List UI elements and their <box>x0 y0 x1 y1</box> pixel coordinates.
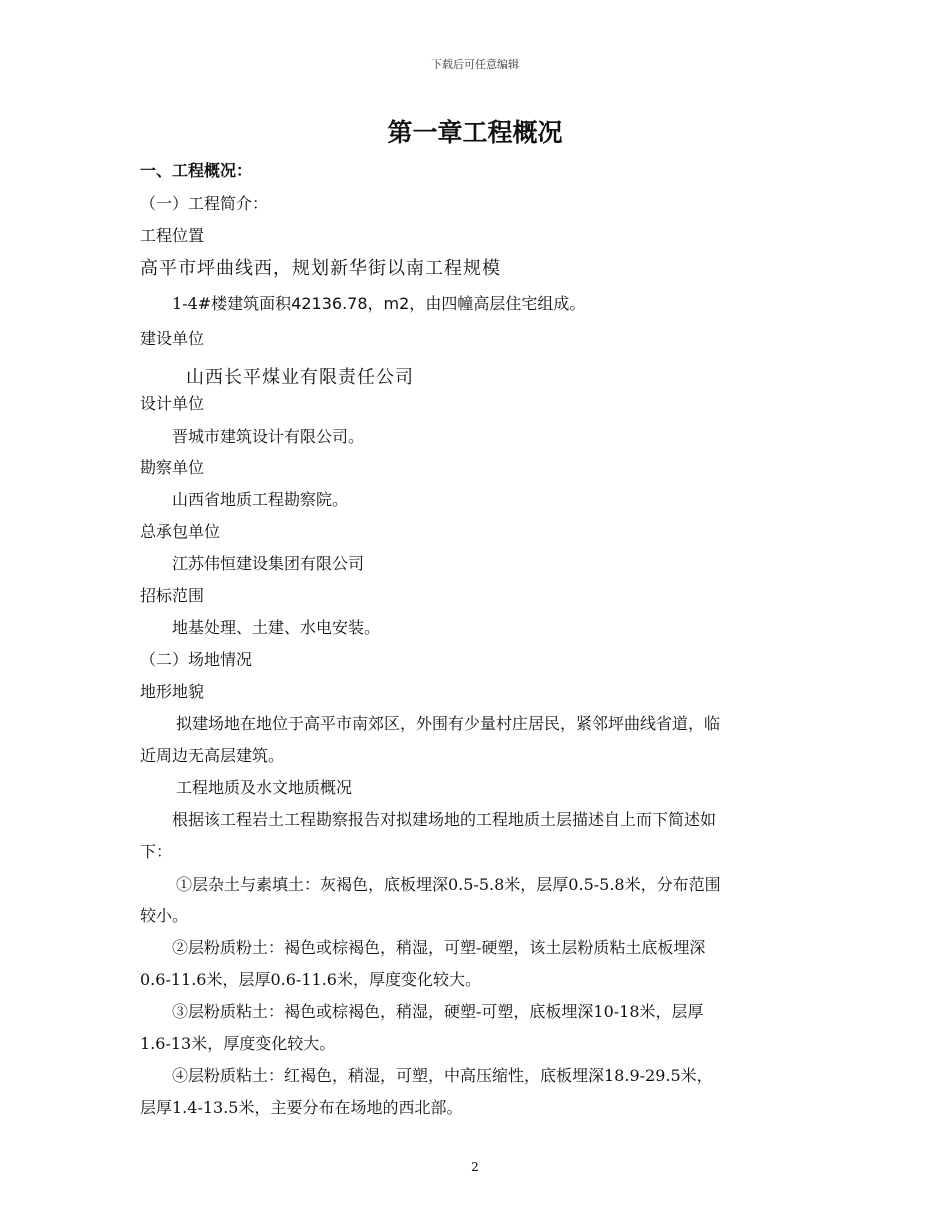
page-number: 2 <box>471 1160 479 1174</box>
page-header: 下载后可任意编辑 <box>431 58 519 71</box>
chapter-title: 第一章工程概况 <box>387 118 563 147</box>
paragraph-line: 较小。 <box>140 906 189 925</box>
paragraph-line: 根据该工程岩土工程勘察报告对拟建场地的工程地质土层描述自上而下简述如 <box>172 810 717 829</box>
text-segment: 1-4#楼建筑面积 <box>172 294 292 313</box>
paragraph-line: 近周边无高层建筑。 <box>140 746 285 765</box>
paragraph-line: ①层杂土与素填土：灰褐色，底板埋深0.5-5.8米，层厚0.5-5.8米，分布范围 <box>176 875 721 894</box>
item-value: 晋城市建筑设计有限公司。 <box>172 427 365 446</box>
paragraph-line: 下： <box>140 842 173 861</box>
item-value: 山西省地质工程勘察院。 <box>172 490 349 509</box>
paragraph-line: 层厚1.4-13.5米，主要分布在场地的西北部。 <box>140 1098 463 1117</box>
item-label: 工程位置 <box>140 226 205 245</box>
subsection-heading: （一）工程简介： <box>140 194 269 213</box>
item-label: 工程地质及水文地质概况 <box>176 778 353 797</box>
subsection-heading: （二）场地情况 <box>140 650 253 669</box>
paragraph-line: ③层粉质粘土：褐色或棕褐色，稍湿，硬塑-可塑，底板埋深10-18米，层厚 <box>172 1002 704 1021</box>
item-value: 江苏伟恒建设集团有限公司 <box>172 554 365 573</box>
item-value: 高平市坪曲线西，规划新华街以南工程规模 <box>140 258 501 279</box>
paragraph-line: 拟建场地在地位于高平市南郊区，外围有少量村庄居民，紧邻坪曲线省道，临 <box>176 714 721 733</box>
item-label: 总承包单位 <box>140 522 221 541</box>
text-segment: 42136.78，m2， <box>291 294 426 313</box>
paragraph-line: ④层粉质粘土：红褐色，稍湿，可塑，中高压缩性，底板埋深18.9-29.5米， <box>172 1066 713 1085</box>
item-value <box>172 293 585 315</box>
item-label: 地形地貌 <box>140 682 205 701</box>
section-heading: 一、工程概况： <box>140 161 253 180</box>
item-label: 勘察单位 <box>140 458 205 477</box>
item-value: 地基处理、土建、水电安装。 <box>172 618 381 637</box>
paragraph-line: ②层粉质粉土：褐色或棕褐色，稍湿，可塑-硬塑，该土层粉质粘土底板埋深 <box>172 938 706 957</box>
paragraph-line: 1.6-13米，厚度变化较大。 <box>140 1034 336 1053</box>
paragraph-line: 0.6-11.6米，层厚0.6-11.6米，厚度变化较大。 <box>140 970 481 989</box>
item-label: 招标范围 <box>140 586 205 605</box>
item-label: 建设单位 <box>140 329 205 348</box>
item-label: 设计单位 <box>140 394 205 413</box>
item-value: 山西长平煤业有限责任公司 <box>186 367 414 388</box>
text-segment: 由四幢高层住宅组成。 <box>425 294 586 313</box>
